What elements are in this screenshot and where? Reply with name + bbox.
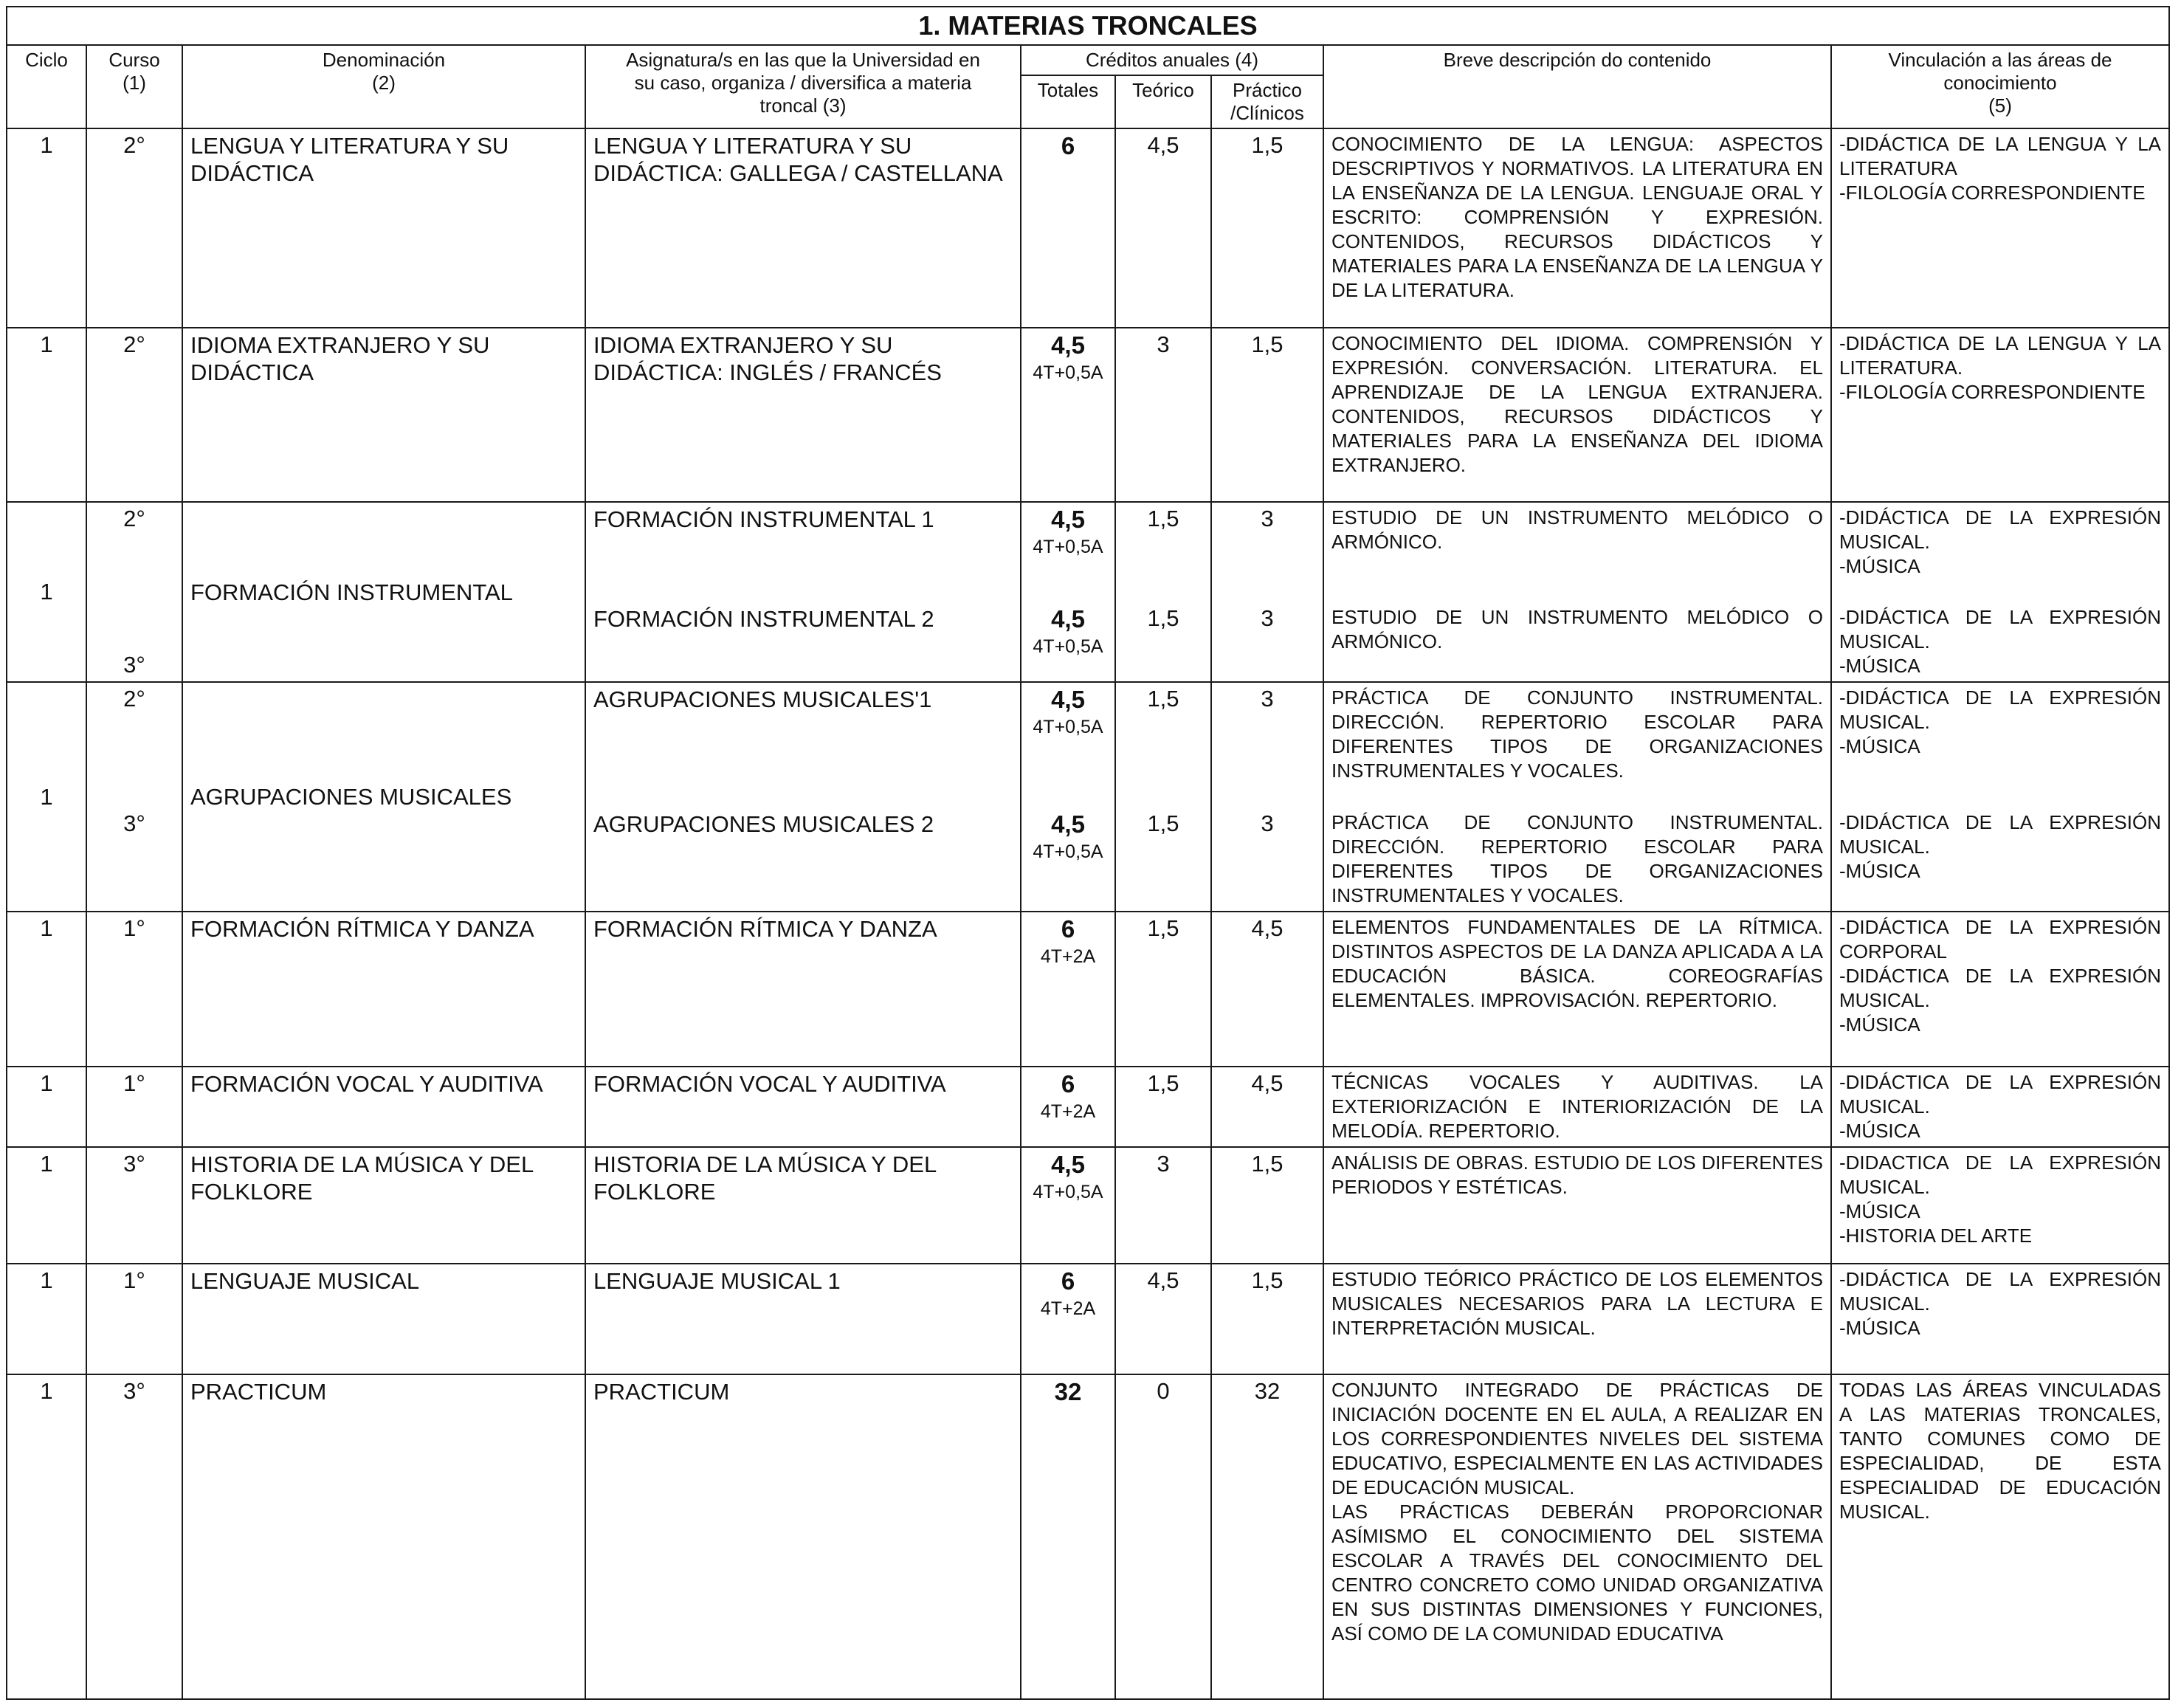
table-row — [7, 682, 2169, 807]
cell-practico: 3 — [1211, 502, 1323, 602]
cell-practico: 1,5 — [1211, 1147, 1323, 1264]
vinculacion-line: -MÚSICA — [1839, 655, 1920, 677]
totales-breakdown: 4T+0,5A — [1033, 636, 1103, 657]
cell-practico: 3 — [1211, 602, 1323, 682]
totales-value: 32 — [1054, 1378, 1082, 1405]
header-curso-note: (1) — [123, 72, 146, 94]
header-ciclo: Ciclo — [7, 45, 86, 128]
cell-curso: 2° — [86, 502, 182, 602]
cell-asignatura: FORMACIÓN VOCAL Y AUDITIVA — [585, 1067, 1021, 1147]
totales-value: 4,5 — [1051, 331, 1085, 359]
totales-breakdown: 4T+0,5A — [1033, 1182, 1103, 1202]
totales-value: 4,5 — [1051, 605, 1085, 633]
cell-vinculacion — [1831, 502, 2169, 602]
vinculacion-line: -DIDÁCTICA DE LA EXPRESIÓN MUSICAL. — [1839, 1268, 2161, 1315]
cell-totales — [1021, 328, 1115, 502]
header-creditos: Créditos anuales (4) — [1021, 45, 1323, 75]
cell-teorico: 1,5 — [1115, 1067, 1211, 1147]
header-totales: Totales — [1021, 75, 1115, 128]
header-vinculacion — [1831, 45, 2169, 128]
cell-descripcion — [1323, 1374, 1831, 1699]
totales-value: 6 — [1061, 132, 1075, 159]
table-row — [7, 128, 2169, 328]
cell-totales — [1021, 602, 1115, 682]
cell-vinculacion — [1831, 682, 2169, 807]
cell-denominacion: FORMACIÓN INSTRUMENTAL — [182, 502, 585, 682]
vinculacion-line: -MÚSICA — [1839, 1317, 1920, 1339]
cell-ciclo: 1 — [7, 1067, 86, 1147]
cell-curso: 2° — [86, 128, 182, 328]
totales-value: 4,5 — [1051, 1151, 1085, 1178]
cell-teorico: 1,5 — [1115, 682, 1211, 807]
cell-teorico: 4,5 — [1115, 128, 1211, 328]
table-row — [7, 502, 2169, 602]
table-row — [7, 1067, 2169, 1147]
cell-descripcion: CONOCIMIENTO DE LA LENGUA: ASPECTOS DESCRIPTIVOS Y NORMATIVOS. LA LITERATURA EN LA ENSEÑANZA DE LA LENGUA. LENGUAJE ORAL Y ESCRITO: COMPRENSIÓN Y EXPRESIÓN. CONTENIDOS, RECURSOS DIDÁCTICOS Y MATERIALES PARA LA ENSEÑANZA DE LA LENGUA Y DE LA LITERATURA. — [1323, 128, 1831, 328]
cell-asignatura: HISTORIA DE LA MÚSICA Y DEL FOLKLORE — [585, 1147, 1021, 1264]
table-row — [7, 1374, 2169, 1699]
vinculacion-line: -MÚSICA — [1839, 1200, 1920, 1222]
cell-asignatura: FORMACIÓN INSTRUMENTAL 2 — [585, 602, 1021, 682]
cell-vinculacion — [1831, 602, 2169, 682]
cell-vinculacion — [1831, 1374, 2169, 1699]
cell-ciclo: 1 — [7, 328, 86, 502]
vinculacion-line: -DIDÁCTICA DE LA EXPRESIÓN CORPORAL — [1839, 916, 2161, 963]
cell-denominacion: PRACTICUM — [182, 1374, 585, 1699]
cell-vinculacion — [1831, 1067, 2169, 1147]
totales-value: 6 — [1061, 1070, 1075, 1098]
cell-practico: 1,5 — [1211, 328, 1323, 502]
cell-totales — [1021, 1374, 1115, 1699]
cell-curso: 3° — [86, 602, 182, 682]
header-practico-line-1: Práctico — [1233, 79, 1302, 101]
cell-asignatura: AGRUPACIONES MUSICALES'1 — [585, 682, 1021, 807]
header-denominacion-label: Denominación — [322, 49, 446, 71]
cell-ciclo: 1 — [7, 502, 86, 682]
header-practico — [1211, 75, 1323, 128]
cell-teorico: 4,5 — [1115, 1264, 1211, 1374]
cell-practico: 4,5 — [1211, 1067, 1323, 1147]
cell-curso: 3° — [86, 1147, 182, 1264]
cell-denominacion: FORMACIÓN RÍTMICA Y DANZA — [182, 912, 585, 1067]
cell-curso: 2° — [86, 328, 182, 502]
totales-breakdown: 4T+0,5A — [1033, 717, 1103, 737]
cell-ciclo: 1 — [7, 128, 86, 328]
table-title: 1. MATERIAS TRONCALES — [7, 7, 2169, 45]
cell-descripcion: ANÁLISIS DE OBRAS. ESTUDIO DE LOS DIFERENTES PERIODOS Y ESTÉTICAS. — [1323, 1147, 1831, 1264]
cell-descripcion: ESTUDIO DE UN INSTRUMENTO MELÓDICO O ARMÓNICO. — [1323, 602, 1831, 682]
vinculacion-line: -DIDACTICA DE LA EXPRESIÓN MUSICAL. — [1839, 1151, 2161, 1198]
cell-asignatura: AGRUPACIONES MUSICALES 2 — [585, 807, 1021, 912]
cell-practico: 1,5 — [1211, 128, 1323, 328]
totales-breakdown: 4T+2A — [1040, 1101, 1096, 1122]
cell-denominacion: LENGUAJE MUSICAL — [182, 1264, 585, 1374]
header-vinculacion-line-1: Vinculación a las áreas de — [1888, 49, 2112, 71]
cell-denominacion: IDIOMA EXTRANJERO Y SU DIDÁCTICA — [182, 328, 585, 502]
cell-teorico: 1,5 — [1115, 807, 1211, 912]
cell-descripcion: PRÁCTICA DE CONJUNTO INSTRUMENTAL. DIRECCIÓN. REPERTORIO ESCOLAR PARA DIFERENTES TIPOS DE ORGANIZACIONES INSTRUMENTALES Y VOCALES. — [1323, 807, 1831, 912]
cell-asignatura: FORMACIÓN INSTRUMENTAL 1 — [585, 502, 1021, 602]
cell-curso: 1° — [86, 1067, 182, 1147]
cell-practico: 4,5 — [1211, 912, 1323, 1067]
vinculacion-line: -FILOLOGÍA CORRESPONDIENTE — [1839, 381, 2146, 403]
cell-teorico: 1,5 — [1115, 602, 1211, 682]
cell-descripcion: ESTUDIO TEÓRICO PRÁCTICO DE LOS ELEMENTOS MUSICALES NECESARIOS PARA LA LECTURA E INTERPRETACIÓN MUSICAL. — [1323, 1264, 1831, 1374]
totales-breakdown: 4T+0,5A — [1033, 537, 1103, 557]
cell-totales — [1021, 912, 1115, 1067]
table-row — [7, 1147, 2169, 1264]
cell-totales — [1021, 502, 1115, 602]
vinculacion-line: -DIDÁCTICA DE LA EXPRESIÓN MUSICAL. — [1839, 965, 2161, 1011]
cell-teorico: 1,5 — [1115, 912, 1211, 1067]
cell-asignatura: FORMACIÓN RÍTMICA Y DANZA — [585, 912, 1021, 1067]
header-vinculacion-note: (5) — [1988, 94, 2012, 117]
vinculacion-line: TODAS LAS ÁREAS VINCULADAS A LAS MATERIAS TRONCALES, TANTO COMUNES COMO DE ESPECIALIDAD, DE ESTA ESPECIALIDAD DE EDUCACIÓN MUSICAL. — [1839, 1379, 2161, 1523]
vinculacion-line: -MÚSICA — [1839, 1013, 1920, 1036]
cell-asignatura: PRACTICUM — [585, 1374, 1021, 1699]
vinculacion-line: -DIDÁCTICA DE LA EXPRESIÓN MUSICAL. — [1839, 1071, 2161, 1118]
header-asignatura-line-1: Asignatura/s en las que la Universidad en — [626, 49, 980, 71]
cell-practico: 3 — [1211, 682, 1323, 807]
cell-asignatura: LENGUA Y LITERATURA Y SU DIDÁCTICA: GALLEGA / CASTELLANA — [585, 128, 1021, 328]
vinculacion-line: -DIDÁCTICA DE LA EXPRESIÓN MUSICAL. — [1839, 606, 2161, 652]
cell-ciclo: 1 — [7, 912, 86, 1067]
cell-curso: 1° — [86, 912, 182, 1067]
totales-breakdown: 4T+0,5A — [1033, 362, 1103, 383]
header-practico-line-2: /Clínicos — [1230, 102, 1304, 124]
cell-ciclo: 1 — [7, 1264, 86, 1374]
descripcion-paragraph: LAS PRÁCTICAS DEBERÁN PROPORCIONAR ASÍMISMO EL CONOCIMIENTO DEL SISTEMA ESCOLAR A TRAVÉS DEL CONOCIMIENTO DEL CENTRO CONCRETO COMO UNIDAD ORGANIZATIVA EN SUS DISTINTAS DIMENSIONES Y FUNCIONES, ASÍ COMO DE LA COMUNIDAD EDUCATIVA — [1331, 1501, 1823, 1645]
vinculacion-line: -DIDÁCTICA DE LA EXPRESIÓN MUSICAL. — [1839, 686, 2161, 733]
vinculacion-line: -DIDÁCTICA DE LA EXPRESIÓN MUSICAL. — [1839, 506, 2161, 553]
cell-ciclo: 1 — [7, 1147, 86, 1264]
cell-totales — [1021, 807, 1115, 912]
cell-totales — [1021, 128, 1115, 328]
cell-teorico: 3 — [1115, 1147, 1211, 1264]
table-row — [7, 328, 2169, 502]
vinculacion-line: -FILOLOGÍA CORRESPONDIENTE — [1839, 182, 2146, 204]
totales-breakdown: 4T+2A — [1040, 1298, 1096, 1319]
header-asignatura — [585, 45, 1021, 128]
cell-vinculacion — [1831, 912, 2169, 1067]
cell-vinculacion — [1831, 1264, 2169, 1374]
header-descripcion: Breve descripción do contenido — [1323, 45, 1831, 128]
cell-denominacion: AGRUPACIONES MUSICALES — [182, 682, 585, 912]
cell-asignatura: LENGUAJE MUSICAL 1 — [585, 1264, 1021, 1374]
cell-practico: 32 — [1211, 1374, 1323, 1699]
cell-curso: 2° — [86, 682, 182, 807]
totales-breakdown: 4T+0,5A — [1033, 841, 1103, 862]
cell-ciclo: 1 — [7, 1374, 86, 1699]
cell-denominacion: HISTORIA DE LA MÚSICA Y DEL FOLKLORE — [182, 1147, 585, 1264]
cell-descripcion: CONOCIMIENTO DEL IDIOMA. COMPRENSIÓN Y EXPRESIÓN. CONVERSACIÓN. LITERATURA. EL APRENDIZAJE DE LA LENGUA EXTRANJERA. CONTENIDOS, RECURSOS DIDÁCTICOS Y MATERIALES PARA LA ENSEÑANZA DEL IDIOMA EXTRANJERO. — [1323, 328, 1831, 502]
materias-troncales-table — [6, 6, 2170, 1700]
cell-vinculacion — [1831, 128, 2169, 328]
vinculacion-line: -MÚSICA — [1839, 1120, 1920, 1142]
cell-teorico: 0 — [1115, 1374, 1211, 1699]
totales-breakdown: 4T+2A — [1040, 946, 1096, 967]
cell-curso: 3° — [86, 807, 182, 912]
totales-value: 6 — [1061, 915, 1075, 943]
cell-descripcion: ESTUDIO DE UN INSTRUMENTO MELÓDICO O ARMÓNICO. — [1323, 502, 1831, 602]
header-teorico: Teórico — [1115, 75, 1211, 128]
totales-value: 4,5 — [1051, 686, 1085, 713]
header-denominacion-note: (2) — [372, 72, 396, 94]
cell-vinculacion — [1831, 328, 2169, 502]
vinculacion-line: -DIDÁCTICA DE LA LENGUA Y LA LITERATURA — [1839, 133, 2161, 179]
vinculacion-line: -MÚSICA — [1839, 860, 1920, 882]
header-asignatura-line-3: troncal (3) — [759, 94, 847, 117]
vinculacion-line: -DIDÁCTICA DE LA LENGUA Y LA LITERATURA. — [1839, 332, 2161, 379]
cell-totales — [1021, 1067, 1115, 1147]
cell-vinculacion — [1831, 807, 2169, 912]
cell-practico: 3 — [1211, 807, 1323, 912]
cell-totales — [1021, 682, 1115, 807]
descripcion-paragraph: CONJUNTO INTEGRADO DE PRÁCTICAS DE INICIACIÓN DOCENTE EN EL AULA, A REALIZAR EN LOS CORRESPONDIENTES NIVELES DEL SISTEMA EDUCATIVO, ESPECIALMENTE EN LAS ACTIVIDADES DE EDUCACIÓN MUSICAL. — [1331, 1379, 1823, 1498]
header-vinculacion-line-2: conocimiento — [1943, 72, 2057, 94]
totales-value: 4,5 — [1051, 810, 1085, 838]
cell-descripcion: PRÁCTICA DE CONJUNTO INSTRUMENTAL. DIRECCIÓN. REPERTORIO ESCOLAR PARA DIFERENTES TIPOS DE ORGANIZACIONES INSTRUMENTALES Y VOCALES. — [1323, 682, 1831, 807]
cell-curso: 3° — [86, 1374, 182, 1699]
header-curso-label: Curso — [108, 49, 160, 71]
header-asignatura-line-2: su caso, organiza / diversifica a materia — [634, 72, 972, 94]
vinculacion-line: -HISTORIA DEL ARTE — [1839, 1225, 2033, 1247]
cell-denominacion: FORMACIÓN VOCAL Y AUDITIVA — [182, 1067, 585, 1147]
cell-teorico: 1,5 — [1115, 502, 1211, 602]
cell-descripcion: ELEMENTOS FUNDAMENTALES DE LA RÍTMICA. DISTINTOS ASPECTOS DE LA DANZA APLICADA A LA EDUCACIÓN BÁSICA. COREOGRAFÍAS ELEMENTALES. IMPROVISACIÓN. REPERTORIO. — [1323, 912, 1831, 1067]
cell-teorico: 3 — [1115, 328, 1211, 502]
vinculacion-line: -DIDÁCTICA DE LA EXPRESIÓN MUSICAL. — [1839, 811, 2161, 858]
cell-descripcion: TÉCNICAS VOCALES Y AUDITIVAS. LA EXTERIORIZACIÓN E INTERIORIZACIÓN DE LA MELODÍA. REPERTORIO. — [1323, 1067, 1831, 1147]
cell-vinculacion — [1831, 1147, 2169, 1264]
cell-totales — [1021, 1264, 1115, 1374]
totales-value: 4,5 — [1051, 506, 1085, 533]
cell-practico: 1,5 — [1211, 1264, 1323, 1374]
cell-asignatura: IDIOMA EXTRANJERO Y SU DIDÁCTICA: INGLÉS / FRANCÉS — [585, 328, 1021, 502]
vinculacion-line: -MÚSICA — [1839, 555, 1920, 577]
table-row — [7, 912, 2169, 1067]
table-row — [7, 1264, 2169, 1374]
header-curso — [86, 45, 182, 128]
header-denominacion — [182, 45, 585, 128]
cell-totales — [1021, 1147, 1115, 1264]
vinculacion-line: -MÚSICA — [1839, 735, 1920, 757]
cell-denominacion: LENGUA Y LITERATURA Y SU DIDÁCTICA — [182, 128, 585, 328]
materias-troncales-sheet — [6, 6, 2168, 1701]
cell-ciclo: 1 — [7, 682, 86, 912]
cell-curso: 1° — [86, 1264, 182, 1374]
totales-value: 6 — [1061, 1267, 1075, 1295]
